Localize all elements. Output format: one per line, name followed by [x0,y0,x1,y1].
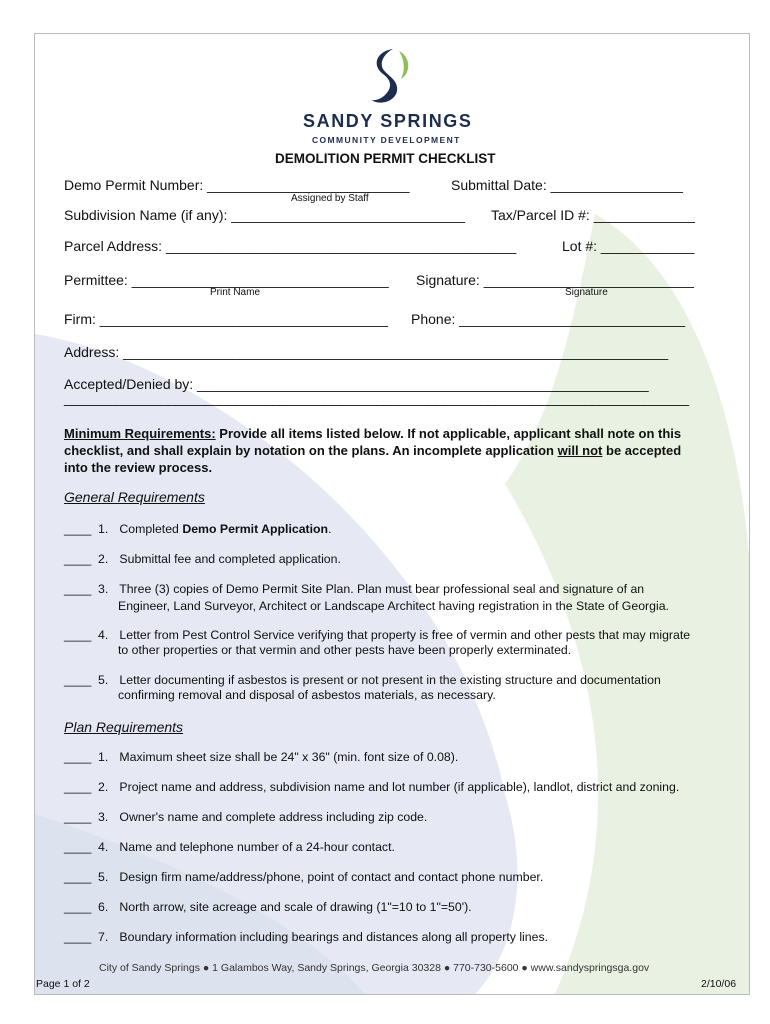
will-not-emphasis: will not [557,443,603,458]
print-name-hint: Print Name [210,287,261,298]
plan-item-5: ____ 5. Design firm name/address/phone, point of contact and contact phone number. [64,870,544,884]
minimum-requirements-text: Provide all items listed below. If not applicable, applicant shall note on this checklist, and shall explain by notation on the plans. An incomplete application [64,426,682,458]
checkbox-blank[interactable]: ____ [64,552,92,566]
general-item-1: ____ 1. Completed Demo Permit Application. [64,522,332,536]
checkbox-blank[interactable]: ____ [64,840,92,854]
parcel-address-field[interactable]: Parcel Address: _____________________________________________ [64,238,517,254]
lot-field[interactable]: Lot #: ____________ [562,238,695,254]
logo-subtitle: COMMUNITY DEVELOPMENT [312,135,461,145]
general-item-5: ____ 5. Letter documenting if asbestos is present or not present in the existing structure and documentation [64,673,661,687]
document-page [34,33,750,995]
checkbox-blank[interactable]: ____ [64,810,92,824]
demo-permit-application-emphasis: Demo Permit Application [182,522,329,536]
accepted-denied-line[interactable]: ____________________________________________________________________________________ [64,390,689,406]
plan-item-4: ____ 4. Name and telephone number of a 24-hour contact. [64,840,395,854]
general-item-4: ____ 4. Letter from Pest Control Service verifying that property is free of vermin and other pests that may migrate [64,628,691,642]
minimum-requirements-note [64,425,704,476]
signature-field[interactable]: Signature: ___________________________ [416,272,694,288]
plan-item-1: ____ 1. Maximum sheet size shall be 24" x 36" (min. font size of 0.08). [64,750,459,764]
general-requirements-heading: General Requirements [64,489,205,505]
logo-name: SANDY SPRINGS [303,111,473,131]
submittal-date-field[interactable]: Submittal Date: _________________ [451,177,683,193]
checkbox-blank[interactable]: ____ [64,582,92,596]
subdivision-field[interactable]: Subdivision Name (if any): ______________________________ [64,207,465,223]
address-field[interactable]: Address: ______________________________________________________________________ [64,344,669,360]
revision-date: 2/10/06 [701,978,737,990]
general-item-4-cont: to other properties or that vermin and other pests have been properly exterminated. [118,643,572,657]
general-item-2: ____ 2. Submittal fee and completed application. [64,552,341,566]
demo-permit-field[interactable]: Demo Permit Number: __________________________ [64,177,410,193]
page-number: Page 1 of 2 [36,978,90,990]
plan-requirements-heading: Plan Requirements [64,719,184,735]
plan-item-6: ____ 6. North arrow, site acreage and scale of drawing (1"=10 to 1"=50'). [64,900,472,914]
plan-item-2: ____ 2. Project name and address, subdivision name and lot number (if applicable), landlot, district and zoning. [64,780,680,794]
tax-parcel-field[interactable]: Tax/Parcel ID #: _____________ [491,207,695,223]
checkbox-blank[interactable]: ____ [64,522,92,536]
plan-item-3: ____ 3. Owner's name and complete address including zip code. [64,810,428,824]
checkbox-blank[interactable]: ____ [64,870,92,884]
checkbox-blank[interactable]: ____ [64,900,92,914]
general-item-3: ____ 3. Three (3) copies of Demo Permit Site Plan. Plan must bear professional seal and signature of an [64,582,645,596]
assigned-by-staff-hint: Assigned by Staff [291,193,369,204]
accepted-denied-field[interactable]: Accepted/Denied by: __________________________________________________________ [64,376,649,392]
general-item-3-cont: Engineer, Land Surveyor, Architect or Landscape Architect having registration in the State of Georgia. [118,599,669,613]
phone-field[interactable]: Phone: _____________________________ [411,311,686,327]
general-item-5-cont: confirming removal and disposal of asbestos materials, as necessary. [118,688,496,702]
checkbox-blank[interactable]: ____ [64,930,92,944]
checkbox-blank[interactable]: ____ [64,628,92,642]
checkbox-blank[interactable]: ____ [64,780,92,794]
minimum-requirements-tail: be accepted into the review process. [64,443,682,475]
firm-field[interactable]: Firm: _____________________________________ [64,311,388,327]
page-title: DEMOLITION PERMIT CHECKLIST [275,151,496,166]
checkbox-blank[interactable]: ____ [64,750,92,764]
plan-item-7: ____ 7. Boundary information including bearings and distances along all property lines. [64,930,549,944]
signature-hint: Signature [565,287,608,298]
checkbox-blank[interactable]: ____ [64,673,92,687]
permittee-field[interactable]: Permittee: _________________________________ [64,272,389,288]
footer-contact: City of Sandy Springs ● 1 Galambos Way, Sandy Springs, Georgia 30328 ● 770-730-5600 ● www.sandyspringsga.gov [99,962,650,974]
sandy-springs-logo-icon [365,47,415,109]
minimum-requirements-lead: Minimum Requirements: [64,426,216,441]
